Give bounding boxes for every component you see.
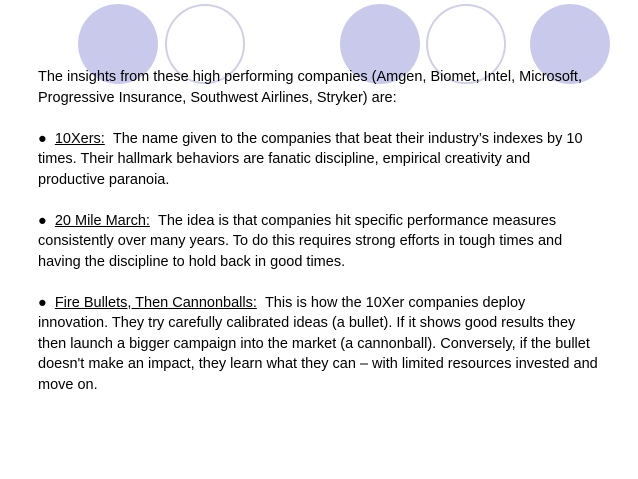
bullet-text-20-mile-march: The idea is that companies hit specific performance measures consistently over many years. To do this requires strong efforts in tough times and having the discipline to hold back in good times. — [38, 212, 563, 270]
slide-body — [38, 67, 598, 395]
bullet-20-mile-march — [38, 211, 598, 273]
bullet-10xers — [38, 129, 598, 191]
intro-paragraph: The insights from these high performing companies (Amgen, Biomet, Intel, Microsoft, Progressive Insurance, Southwest Airlines, Stryker) are: — [38, 69, 582, 106]
bullet-text-fire-bullets: This is how the 10Xer companies deploy innovation. They try carefully calibrated ideas (a bullet). If it shows good results they then launch a bigger campaign into the market (a cannonball). Conversely, if the bullet doesn't make an impact, they learn what they can – with limited resources invested and move on. — [38, 294, 598, 393]
bullet-text-10xers: The name given to the companies that beat their industry’s indexes by 10 times. Their hallmark behaviors are fanatic discipline, empirical creativity and productive paranoia. — [38, 130, 583, 188]
bullet-fire-bullets — [38, 293, 598, 396]
bullet-heading-10xers: 10Xers: — [54, 130, 105, 147]
bullet-icon: ● — [38, 130, 47, 147]
bullet-heading-20-mile-march: 20 Mile March: — [54, 212, 150, 229]
bullet-heading-fire-bullets: Fire Bullets, Then Cannonballs: — [54, 294, 257, 311]
bullet-icon: ● — [38, 212, 47, 229]
bullet-icon: ● — [38, 294, 47, 311]
